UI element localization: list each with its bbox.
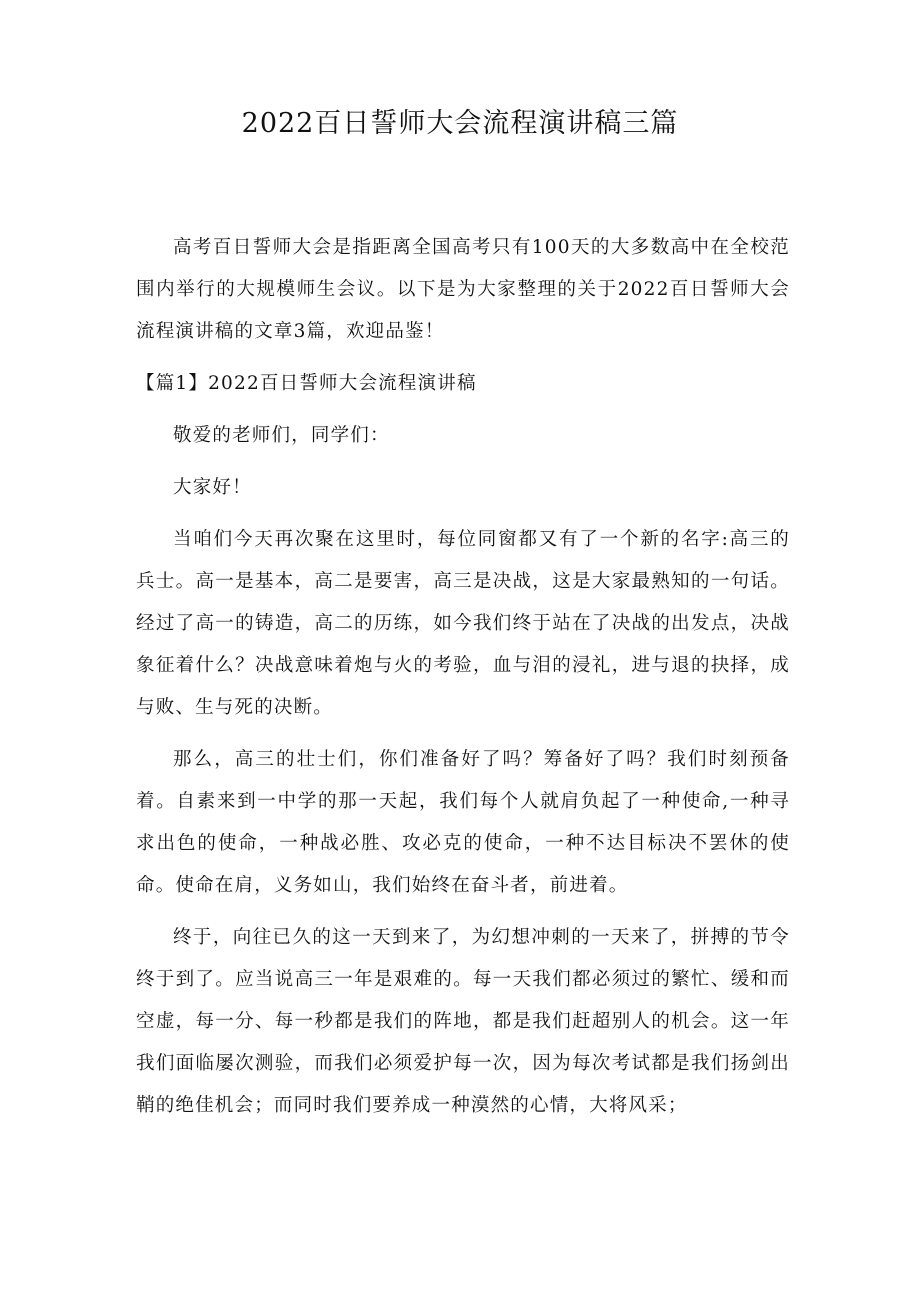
salutation-paragraph: 敬爱的老师们，同学们： xyxy=(173,425,390,446)
document-body xyxy=(136,227,790,1127)
body-paragraph: 那么，高三的壮士们，你们准备好了吗？筹备好了吗？我们时刻预备着。自素来到一中学的那一天起，我们每个人就肩负起了一种使命,一种寻求出色的使命，一种战必胜、攻必克的使命，一种不达目标决不罢休的使命。使命在肩，义务如山，我们始终在奋斗者，前进着。 xyxy=(136,749,790,896)
section-heading: 【篇1】2022百日誓师大会流程演讲稿 xyxy=(136,373,477,394)
body-paragraph: 终于，向往已久的这一天到来了，为幻想冲刺的一天来了，拼搏的节令终于到了。应当说高三一年是艰难的。每一天我们都必须过的繁忙、缓和而空虚，每一分、每一秒都是我们的阵地，都是我们赶超别人的机会。这一年我们面临屡次测验，而我们必须爱护每一次，因为每次考试都是我们扬剑出鞘的绝佳机会；而同时我们要养成一种漠然的心情，大将风采； xyxy=(136,927,790,1116)
body-paragraph: 当咱们今天再次聚在这里时，每位同窗都又有了一个新的名字:高三的兵士。高一是基本，高二是要害，高三是决战，这是大家最熟知的一句话。经过了高一的铸造，高二的历练，如今我们终于站在了决战的出发点，决战象征着什么？决战意味着炮与火的考验，血与泪的浸礼，进与退的抉择，成与败、生与死的决断。 xyxy=(136,529,790,718)
intro-paragraph: 高考百日誓师大会是指距离全国高考只有100天的大多数高中在全校范围内举行的大规模师生会议。以下是为大家整理的关于2022百日誓师大会流程演讲稿的文章3篇，欢迎品鉴！ xyxy=(136,237,790,342)
document-title: 2022百日誓师大会流程演讲稿三篇 xyxy=(241,108,679,139)
greeting-paragraph: 大家好！ xyxy=(173,477,252,498)
